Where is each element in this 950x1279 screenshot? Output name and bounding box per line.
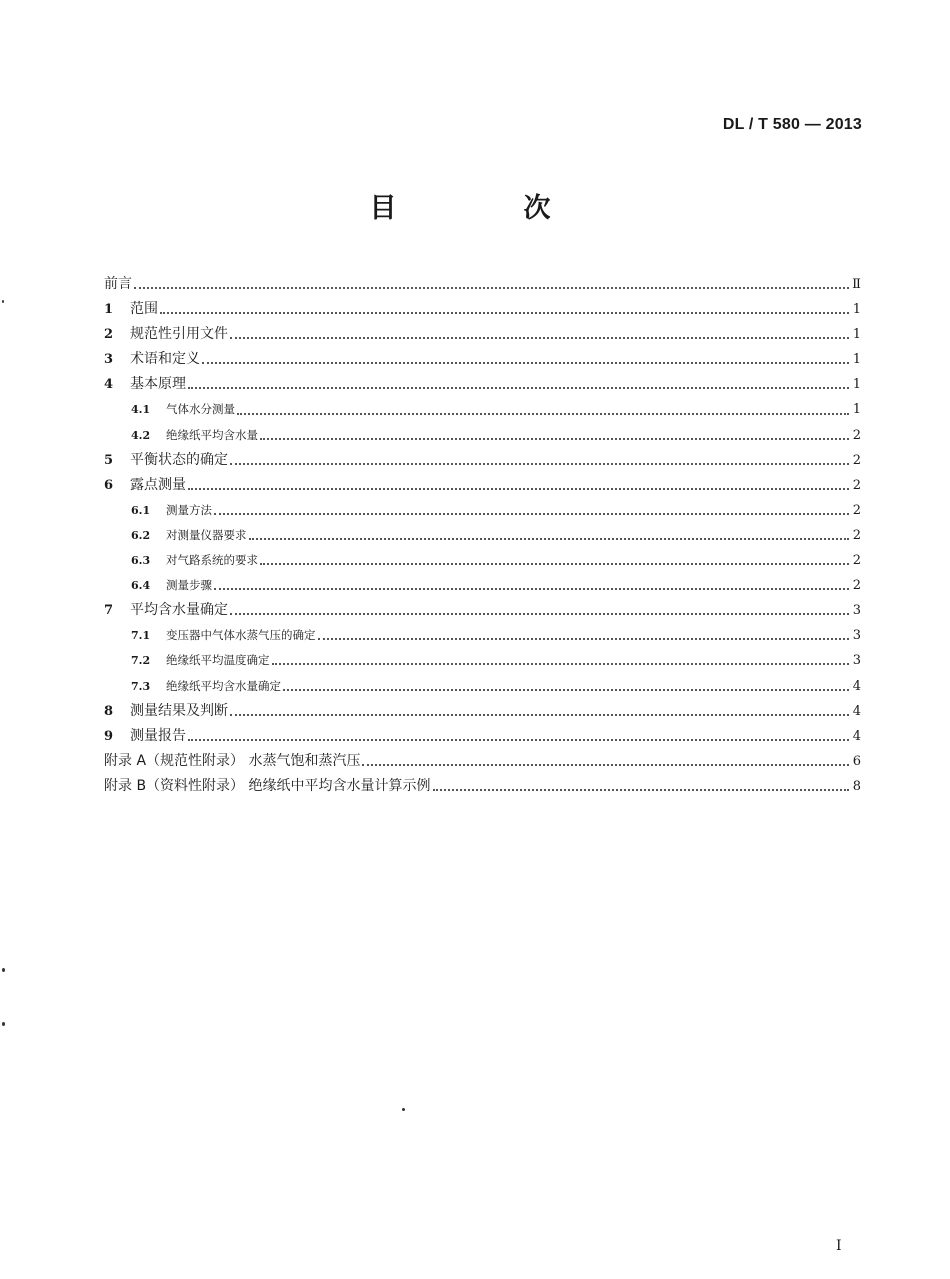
toc-entry-number: 6.1 xyxy=(131,503,151,517)
toc-entry-number: 1 xyxy=(104,302,114,318)
toc-entry-number: 6.3 xyxy=(131,554,151,568)
toc-entry xyxy=(104,774,861,799)
toc-entry xyxy=(104,397,861,422)
toc-entry-number: 4.2 xyxy=(131,428,151,442)
toc-entry xyxy=(104,448,861,473)
scan-speck xyxy=(2,300,4,303)
toc-entry xyxy=(104,749,861,774)
toc-entry-page: 4 xyxy=(852,703,861,719)
toc-entry xyxy=(104,473,861,498)
dot-leader xyxy=(214,512,849,515)
toc-entry-label: 露点测量 xyxy=(130,476,186,493)
toc-entry xyxy=(104,548,861,573)
toc-entry xyxy=(104,674,861,699)
scan-speck xyxy=(402,1108,405,1111)
toc-entry-number: 7.3 xyxy=(131,679,151,693)
toc-entry-label: 绝缘纸平均含水量 xyxy=(166,427,258,442)
toc-entry-page: 1 xyxy=(852,327,861,343)
dot-leader xyxy=(188,487,849,490)
toc-entry-number: 4 xyxy=(104,377,114,393)
toc-entry-page: 2 xyxy=(852,452,861,468)
toc-entry xyxy=(104,297,861,322)
dot-leader xyxy=(283,688,849,691)
toc-entry xyxy=(104,498,861,523)
toc-entry-label: 基本原理 xyxy=(130,376,186,393)
toc-entry xyxy=(104,347,861,372)
dot-leader xyxy=(230,462,849,465)
toc-entry-page: 3 xyxy=(852,603,861,619)
toc-entry xyxy=(104,648,861,673)
scan-speck xyxy=(2,968,5,972)
toc-entry-label: 绝缘纸平均温度确定 xyxy=(166,653,270,668)
dot-leader xyxy=(188,386,849,389)
toc-entry-number: 6.2 xyxy=(131,528,151,542)
dot-leader xyxy=(433,788,849,791)
toc-entry-label: 附录 A（规范性附录） 水蒸气饱和蒸汽压 xyxy=(104,752,361,769)
toc-entry-page: 4 xyxy=(852,678,861,694)
toc-entry-page: 1 xyxy=(852,377,861,393)
toc-entry-number: 5 xyxy=(104,452,114,468)
scan-speck xyxy=(2,1022,5,1026)
toc-entry-label: 平均含水量确定 xyxy=(130,602,228,619)
toc-entry-page: 8 xyxy=(852,778,861,794)
dot-leader xyxy=(237,412,849,415)
dot-leader xyxy=(362,763,849,766)
toc-entry-number: 8 xyxy=(104,703,114,719)
toc-entry-page: 1 xyxy=(852,352,861,368)
toc-entry-number: 4.1 xyxy=(131,403,151,417)
toc-entry xyxy=(104,623,861,648)
table-of-contents xyxy=(104,272,861,799)
toc-entry-label: 范围 xyxy=(130,301,158,318)
toc-entry-label: 气体水分测量 xyxy=(166,402,235,417)
toc-entry xyxy=(104,573,861,598)
toc-title: 目 次 xyxy=(369,193,601,224)
toc-entry-number: 9 xyxy=(104,728,114,744)
toc-entry-page: 2 xyxy=(852,427,861,443)
dot-leader xyxy=(272,662,850,665)
toc-entry-number: 7 xyxy=(104,603,114,619)
dot-leader xyxy=(134,286,849,289)
toc-entry-page: 1 xyxy=(852,402,861,418)
dot-leader xyxy=(214,587,849,590)
toc-entry-label: 测量步骤 xyxy=(166,578,212,593)
toc-entry-label: 测量结果及判断 xyxy=(130,702,228,719)
toc-entry-label: 测量报告 xyxy=(130,727,186,744)
toc-entry xyxy=(104,724,861,749)
toc-entry-number: 3 xyxy=(104,352,114,368)
dot-leader xyxy=(318,637,850,640)
toc-entry xyxy=(104,423,861,448)
dot-leader xyxy=(249,537,850,540)
dot-leader xyxy=(230,612,849,615)
toc-entry-page: 2 xyxy=(852,527,861,543)
dot-leader xyxy=(260,437,849,440)
toc-entry-label: 绝缘纸平均含水量确定 xyxy=(166,678,281,693)
toc-entry-page: 2 xyxy=(852,553,861,569)
page-number: I xyxy=(836,1238,842,1254)
toc-entry-number: 7.2 xyxy=(131,654,151,668)
dot-leader xyxy=(230,336,849,339)
toc-entry xyxy=(104,598,861,623)
toc-entry-number: 6 xyxy=(104,477,114,493)
toc-entry-label: 平衡状态的确定 xyxy=(130,451,228,468)
toc-entry xyxy=(104,523,861,548)
standard-code: DL / T 580 — 2013 xyxy=(722,116,862,133)
toc-entry xyxy=(104,699,861,724)
toc-entry-page: 3 xyxy=(852,628,861,644)
toc-entry-label: 变压器中气体水蒸气压的确定 xyxy=(166,628,316,643)
toc-entry-label: 规范性引用文件 xyxy=(130,326,228,343)
toc-entry-number: 6.4 xyxy=(131,579,151,593)
toc-entry-label: 对测量仪器要求 xyxy=(166,527,247,542)
toc-entry xyxy=(104,372,861,397)
toc-entry xyxy=(104,322,861,347)
dot-leader xyxy=(188,738,849,741)
toc-entry-page: 2 xyxy=(852,477,861,493)
toc-entry-page: Ⅱ xyxy=(852,277,861,292)
dot-leader xyxy=(202,361,849,364)
toc-entry-label: 对气路系统的要求 xyxy=(166,553,258,568)
toc-entry-label: 前言 xyxy=(104,276,132,292)
toc-entry-label: 术语和定义 xyxy=(130,351,200,368)
toc-entry-label: 测量方法 xyxy=(166,502,212,517)
toc-entry-page: 2 xyxy=(852,502,861,518)
dot-leader xyxy=(230,713,849,716)
toc-entry xyxy=(104,272,861,297)
toc-entry-page: 1 xyxy=(852,302,861,318)
toc-entry-label: 附录 B（资料性附录） 绝缘纸中平均含水量计算示例 xyxy=(104,777,431,794)
toc-entry-page: 3 xyxy=(852,653,861,669)
toc-entry-number: 7.1 xyxy=(131,629,151,643)
dot-leader xyxy=(260,562,849,565)
toc-entry-number: 2 xyxy=(104,327,114,343)
toc-entry-page: 2 xyxy=(852,578,861,594)
toc-entry-page: 4 xyxy=(852,728,861,744)
dot-leader xyxy=(160,311,849,314)
toc-entry-page: 6 xyxy=(852,753,861,769)
